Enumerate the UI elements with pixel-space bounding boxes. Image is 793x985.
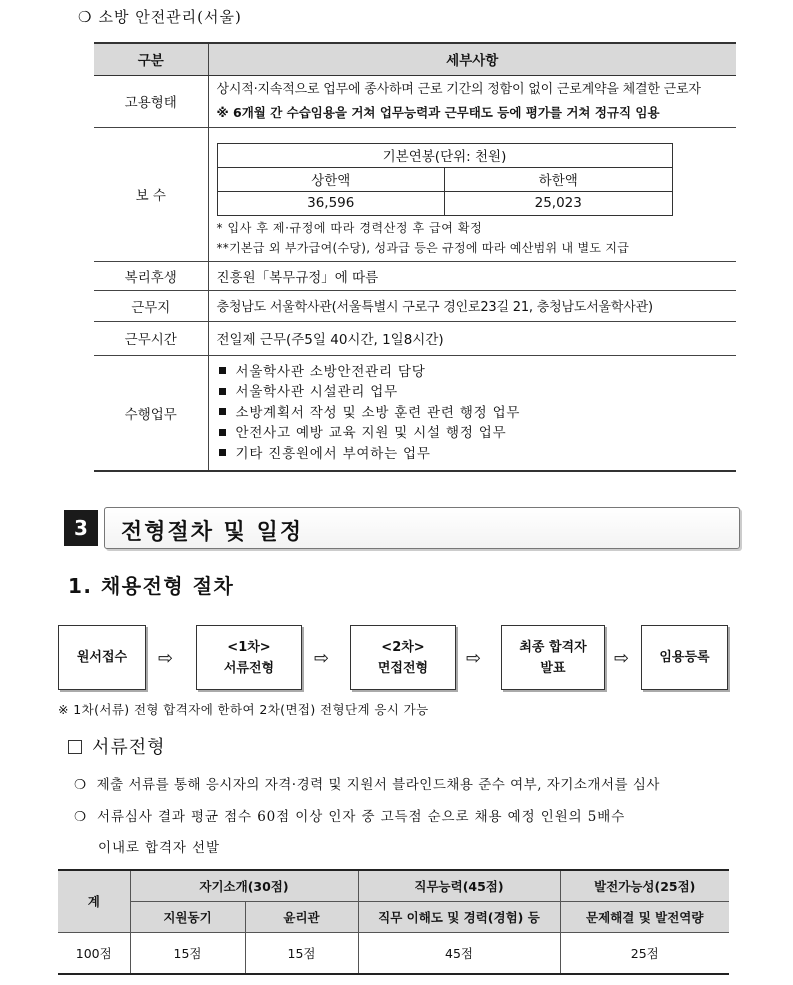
score-total-header: 계 (58, 870, 130, 932)
document-screening-title: 서류전형 (92, 737, 166, 758)
arrow-right-icon: ⇨ (466, 648, 482, 669)
section3-title: 전형절차 및 일정 (121, 520, 304, 545)
screening-para-1-text: 제출 서류를 통해 응시자의 자격·경력 및 지원서 블라인드채용 준수 여부, 자기소개서를 심사 (96, 777, 660, 793)
square-bullet-icon (219, 388, 226, 395)
section-title (78, 6, 242, 27)
screening-para-2 (74, 805, 625, 825)
duty-text: 기타 진흥원에서 부여하는 업무 (235, 445, 431, 462)
score-group-potential: 발전가능성(25점) (560, 870, 729, 901)
employment-line2: ※ 6개월 간 수습임용을 거쳐 업무능력과 근무태도 등에 평가를 거쳐 정규직 임용 (216, 105, 660, 120)
score-ethics-value: 15점 (245, 932, 358, 974)
step-line1: <2차> (381, 639, 425, 655)
duties-list (217, 356, 737, 471)
salary-note-2: **기본급 외 부가급여(수당), 성과급 등은 규정에 따라 예산범위 내 별도 지급 (216, 240, 630, 255)
section3-bar (104, 507, 740, 549)
score-sub-problem-solving: 문제해결 및 발전역량 (560, 901, 729, 932)
step-document-screening (196, 625, 302, 690)
score-sub-job-understanding: 직무 이해도 및 경력(경험) 등 (358, 901, 560, 932)
checkbox-icon (68, 740, 82, 754)
score-sub-motivation: 지원동기 (130, 901, 245, 932)
step-line2: 면접전형 (377, 660, 429, 676)
upper-limit-label: 상한액 (217, 167, 444, 191)
upper-limit-value: 36,596 (217, 191, 444, 215)
employment-line1: 상시적·지속적으로 업무에 종사하며 근로 기간의 정함이 없이 근로계약을 체결한 근로자 (216, 82, 701, 97)
duties-label: 수행업무 (94, 355, 208, 471)
arrow-right-icon: ⇨ (158, 648, 174, 669)
circle-bullet-icon: ❍ (78, 8, 93, 26)
step-line2: 서류전형 (223, 660, 275, 676)
arrow-right-icon: ⇨ (314, 648, 330, 669)
screening-para-2-text: 서류심사 결과 평균 점수 60점 이상 인자 중 고득점 순으로 채용 예정 인원의 5배수 (97, 809, 626, 825)
step-final-announcement (501, 625, 605, 690)
header-category: 구분 (94, 43, 208, 75)
score-motivation-value: 15점 (130, 932, 245, 974)
employment-label: 고용형태 (94, 75, 208, 127)
step-line1: 임용등록 (659, 650, 710, 665)
square-bullet-icon (219, 449, 226, 456)
salary-note-1: * 입사 후 제·규정에 따라 경력산정 후 급여 확정 (216, 220, 483, 235)
document-screening-heading (68, 733, 166, 759)
salary-value (208, 127, 736, 261)
score-group-job-skill: 직무능력(45점) (358, 870, 560, 901)
square-bullet-icon (219, 429, 226, 436)
step-interview (350, 625, 456, 690)
circle-bullet-icon: ❍ (74, 809, 88, 825)
section-title-text: 소방 안전관리(서울) (98, 8, 242, 26)
step-registration (641, 625, 728, 690)
welfare-value: 진흥원「복무규정」에 따름 (208, 261, 736, 290)
salary-label: 보 수 (94, 127, 208, 261)
step-line1: 최종 합격자 (519, 639, 587, 655)
duty-text: 소방계획서 작성 및 소방 훈련 관련 행정 업무 (235, 404, 521, 421)
header-details: 세부사항 (208, 43, 736, 75)
location-value: 충청남도 서울학사관(서울특별시 구로구 경인로23길 21, 충청남도서울학사관) (208, 290, 736, 321)
arrow-right-icon: ⇨ (614, 648, 630, 669)
list-item (217, 423, 737, 444)
step-line1: <1차> (227, 639, 271, 655)
subsection-title: 1. 채용전형 절차 (68, 574, 235, 598)
list-item (217, 362, 737, 383)
location-label: 근무지 (94, 290, 208, 321)
score-potential-value: 25점 (560, 932, 729, 974)
employment-value (208, 75, 736, 127)
duty-text: 서울학사관 소방안전관리 담당 (235, 363, 426, 380)
screening-para-1 (74, 773, 660, 793)
list-item (217, 382, 737, 403)
square-bullet-icon (219, 408, 226, 415)
process-note: ※ 1차(서류) 전형 합격자에 한하여 2차(면접) 전형단계 응시 가능 (58, 702, 429, 717)
score-total-value: 100점 (58, 932, 130, 974)
step-application (58, 625, 146, 690)
section3-banner (64, 507, 740, 549)
screening-para-2-cont: 이내로 합격자 선발 (98, 840, 220, 856)
duty-text: 안전사고 예방 교육 지원 및 시설 행정 업무 (235, 425, 507, 441)
lower-limit-label: 하한액 (444, 167, 672, 191)
circle-bullet-icon: ❍ (74, 777, 87, 793)
welfare-label: 복리후생 (94, 261, 208, 290)
list-item (217, 403, 737, 424)
hours-label: 근무시간 (94, 321, 208, 355)
score-group-self-intro: 자기소개(30점) (130, 870, 358, 901)
salary-table-title: 기본연봉(단위: 천원) (217, 143, 672, 167)
duty-text: 서울학사관 시설관리 업무 (235, 384, 398, 400)
salary-table (217, 143, 673, 216)
step-line2: 발표 (540, 660, 566, 676)
section3-number: 3 (64, 510, 98, 546)
step-line1: 원서접수 (76, 650, 128, 665)
job-detail-table (94, 42, 736, 472)
lower-limit-value: 25,023 (444, 191, 672, 215)
list-item (217, 444, 737, 465)
duties-value (208, 355, 736, 471)
score-job-value: 45점 (358, 932, 560, 974)
hours-value: 전일제 근무(주5일 40시간, 1일8시간) (208, 321, 736, 355)
score-table (58, 869, 729, 975)
score-sub-ethics: 윤리관 (245, 901, 358, 932)
square-bullet-icon (219, 367, 226, 374)
